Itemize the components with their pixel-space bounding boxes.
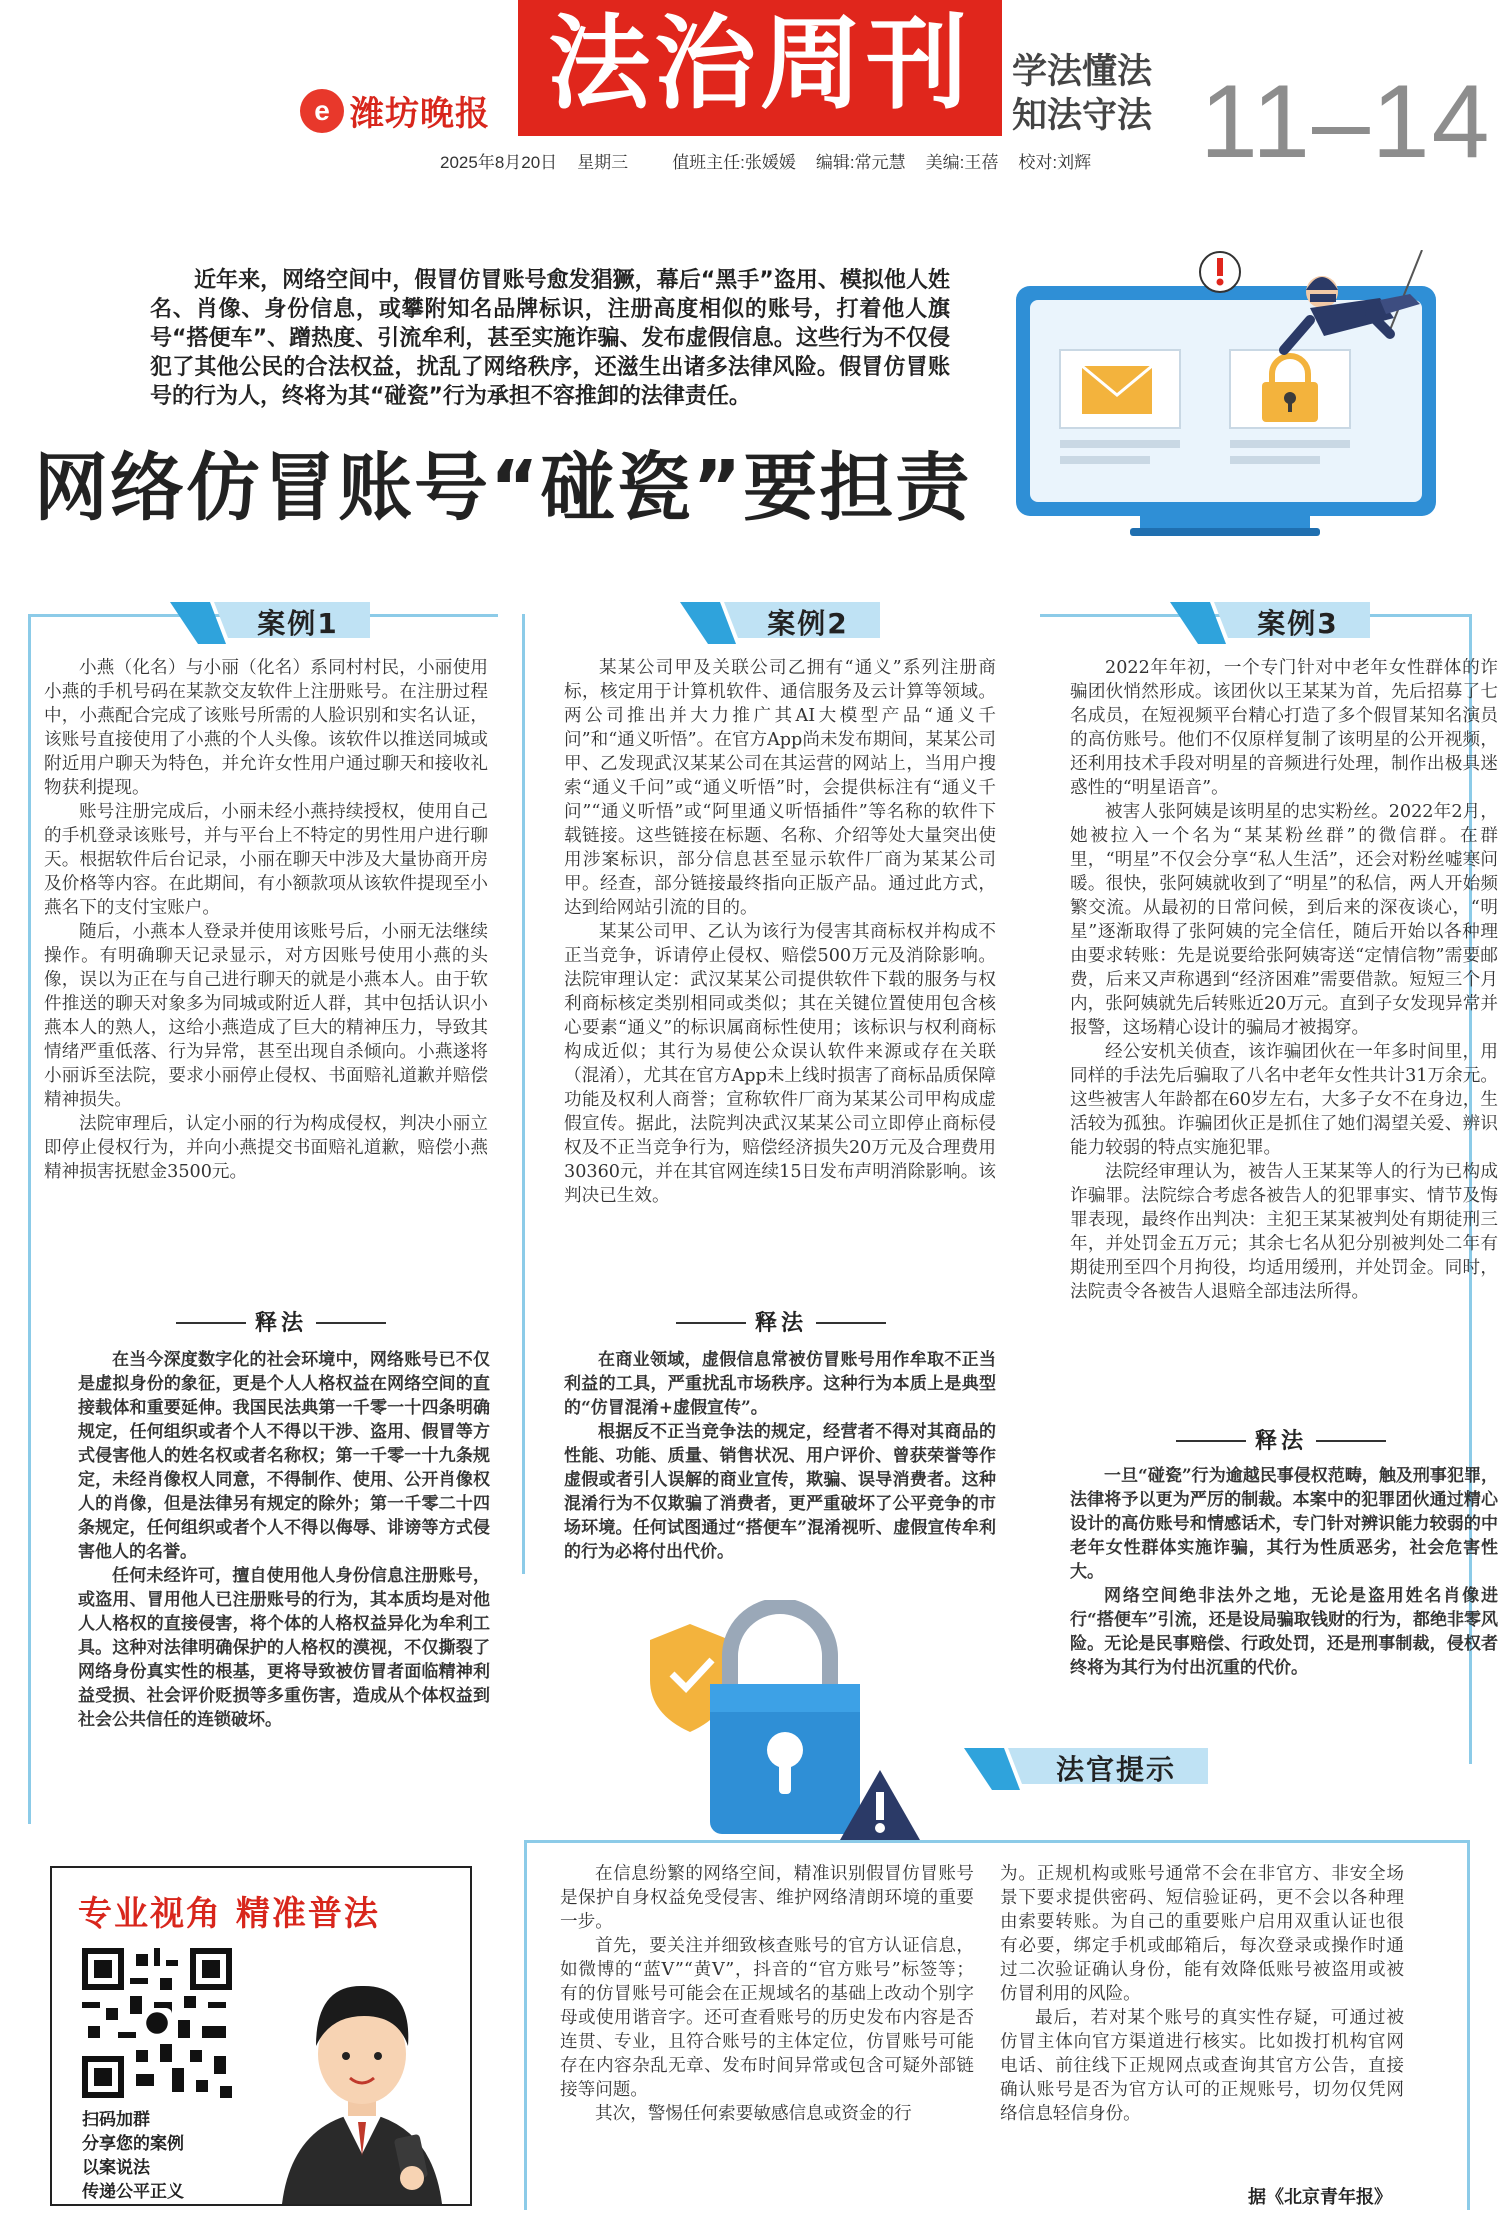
case1-paragraph: 账号注册完成后，小丽未经小燕持续授权，使用自己的手机登录该账号，并与平台上不特定的男性用户进行聊天。根据软件后台记录，小丽在聊天中涉及大量协商开房及价格等内容。在此期间，有小额款项从该软件提现至小燕名下的支付宝账户。: [44, 802, 488, 918]
case3-shiyi-title: 释法: [1254, 1429, 1307, 1454]
tips-right-column: [1000, 1862, 1404, 2126]
brand-name: 潍坊晚报: [350, 95, 490, 133]
case3-shiyi-paragraph: 一旦“碰瓷”行为逾越民事侵权范畴，触及刑事犯罪，法律将予以更为严厉的制裁。本案中的犯罪团伙通过精心设计的高仿账号和情感话术，专门针对辨识能力较弱的中老年女性群体实施诈骗，其行为性质恶劣，社会危害性大。: [1070, 1466, 1498, 1582]
padlock-icon: [1230, 350, 1350, 464]
case2-label: 案例2: [767, 607, 849, 640]
editor: 编辑:常元慧: [815, 153, 906, 172]
tips-header: [964, 1742, 1208, 1790]
padlock-icon: [710, 1606, 860, 1834]
source-credit: 据《北京青年报》: [1248, 2187, 1392, 2208]
proofreader: 校对:刘辉: [1018, 153, 1092, 172]
case1-paragraph: 随后，小燕本人登录并使用该账号后，小丽无法继续操作。有明确聊天记录显示，对方因账号使用小燕的头像，误以为正在与自己进行聊天的就是小燕本人。由于软件推送的聊天对象多为同城或附近人群，其中包括认识小燕本人的熟人，这给小燕造成了巨大的精神压力，导致其情绪严重低落、行为异常，甚至出现自杀倾向。小燕遂将小丽诉至法院，要求小丽停止侵权、书面赔礼道歉并赔偿精神损失。: [44, 922, 488, 1110]
title-block: [518, 0, 1002, 136]
case3-paragraph: 被害人张阿姨是该明星的忠实粉丝。2022年2月，她被拉入一个名为“某某粉丝群”的微信群。在群里，“明星”不仅会分享“私人生活”，还会对粉丝嘘寒问暖。很快，张阿姨就收到了“明星”的私信，两人开始频繁交流。从最初的日常问候，到后来的深夜谈心，“明星”逐渐取得了张阿姨的完全信任，随后开始以各种理由要求转账：先是说要给张阿姨寄送“定情信物”需要邮费，后来又声称遇到“经济困难”需要借款。短短三个月内，张阿姨就先后转账近20万元。直到子女发现异常并报警，这场精心设计的骗局才被揭穿。: [1070, 802, 1498, 1038]
case2-shiyi-rule-right: [816, 1322, 886, 1324]
masthead: [0, 0, 1500, 190]
tips-label: 法官提示: [1055, 1753, 1176, 1786]
brand-logo-icon: e: [300, 89, 344, 133]
case2-frame: [522, 614, 525, 1574]
edition-info: [440, 148, 1200, 176]
tips-paragraph: 在信息纷繁的网络空间，精准识别假冒仿冒账号是保护自身权益免受侵害、维护网络清朗环境的重要一步。: [560, 1864, 974, 1932]
case1-shiyi-paragraph: 任何未经许可，擅自使用他人身份信息注册账号，或盗用、冒用他人已注册账号的行为，其本质均是对他人人格权的直接侵害，将个体的人格权益异化为牟利工具。这种对法律明确保护的人格权的漠视，不仅撕裂了网络身份真实性的根基，更将导致被仿冒者面临精神利益受损、社会评价贬损等多重伤害，造成从个体权益到社会公共信任的连锁破坏。: [78, 1566, 490, 1730]
issue-weekday: 星期三: [577, 153, 629, 172]
case3-header: [1170, 596, 1370, 644]
case2-shiyi-paragraph: 在商业领域，虚假信息常被仿冒账号用作牟取不正当利益的工具，严重扰乱市场秩序。这种行为本质上是典型的“仿冒混淆+虚假宣传”。: [564, 1350, 996, 1418]
case3-body: [1070, 656, 1498, 1304]
case1-paragraph: 小燕（化名）与小丽（化名）系同村村民，小丽使用小燕的手机号码在某款交友软件上注册账号。在注册过程中，小燕配合完成了该账号所需的人脸识别和实名认证，该账号直接使用了小燕的个人头像。该软件以推送同城或附近用户聊天为特色，并允许女性用户通过聊天和接收礼物获利提现。: [44, 658, 488, 798]
qr-code-icon[interactable]: [82, 1948, 232, 2098]
case1-shiyi-body: [78, 1348, 490, 1732]
case1-shiyi-title: 释法: [254, 1311, 307, 1336]
page-range: 11–14: [1200, 64, 1492, 180]
warning-icon: [1200, 252, 1240, 292]
editor-on-duty: 值班主任:张媛媛: [672, 153, 796, 172]
tips-paragraph: 最后，若对某个账号的真实性存疑，可通过被仿冒主体向官方渠道进行核实。比如拨打机构官网电话、前往线下正规网点或查询其官方公告，直接确认账号是否为官方认可的正规账号，切勿仅凭网络信息轻信身份。: [1000, 2008, 1404, 2124]
case3-shiyi-paragraph: 网络空间绝非法外之地，无论是盗用姓名肖像进行“搭便车”引流，还是设局骗取钱财的行为，都绝非零风险。无论是民事赔偿、行政处罚，还是刑事制裁，侵权者终将为其行为付出沉重的代价。: [1070, 1586, 1498, 1678]
case2-shiyi-paragraph: 根据反不正当竞争法的规定，经营者不得对其商品的性能、功能、质量、销售状况、用户评价、曾获荣誉等作虚假或者引人误解的商业宣传，欺骗、误导消费者。这种混淆行为不仅欺骗了消费者，更严重破坏了公平竞争的市场环境。任何试图通过“搭便车”混淆视听、虚假宣传牟利的行为必将付出代价。: [564, 1422, 996, 1562]
case1-shiyi-rule-left: [176, 1322, 246, 1324]
promo-lines: [82, 2108, 184, 2204]
intro-paragraph: 近年来，网络空间中，假冒仿冒账号愈发猖獗，幕后“黑手”盗用、模拟他人姓名、肖像、身份信息，或攀附知名品牌标识，注册高度相似的账号，打着他人旗号“搭便车”、蹭热度、引流牟利，甚至实施诈骗、发布虚假信息。这些行为不仅侵犯了其他公民的合法权益，扰乱了网络秩序，还滋生出诸多法律风险。假冒仿冒账号的行为人，终将为其“碰瓷”行为承担不容推卸的法律责任。: [150, 268, 950, 409]
security-illustration: [630, 1600, 960, 1850]
promo-title: 专业视角 精准普法: [78, 1894, 380, 1934]
tips-left-column: [560, 1862, 974, 2126]
promo-line: 分享您的案例: [82, 2134, 184, 2154]
case3-paragraph: 法院经审理认为，被告人王某某等人的行为已构成诈骗罪。法院综合考虑各被告人的犯罪事实、情节及悔罪表现，最终作出判决：主犯王某某被判处有期徒刑三年，并处罚金五万元；其余七名从犯分别被判处二年有期徒刑至四个月拘役，均适用缓刑，并处罚金。同时，法院责令各被告人退赔全部违法所得。: [1070, 1162, 1498, 1302]
promo-line: 扫码加群: [82, 2110, 150, 2130]
case2-header: [680, 596, 880, 644]
tips-paragraph: 其次，警惕任何索要敏感信息或资金的行: [595, 2104, 912, 2124]
promo-line: 传递公平正义: [82, 2182, 184, 2202]
case2-shiyi-title: 释法: [754, 1311, 807, 1336]
case3-shiyi-rule-right: [1316, 1440, 1386, 1442]
mail-icon: [1060, 350, 1180, 464]
case3-paragraph: 经公安机关侦查，该诈骗团伙在一年多时间里，用同样的手法先后骗取了八名中老年女性共计31万余元。这些被害人年龄都在60岁左右，大多子女不在身边，生活较为孤独。诈骗团伙正是抓住了她们渴望关爱、辨识能力较弱的特点实施犯罪。: [1070, 1042, 1498, 1158]
case1-header: [170, 596, 370, 644]
case2-paragraph: 某某公司甲及关联公司乙拥有“通义”系列注册商标，核定用于计算机软件、通信服务及云计算等领域。两公司推出并大力推广其AI大模型产品“通义千问”和“通义听悟”。在官方App尚未发布期间，某某公司甲、乙发现武汉某某公司在其运营的网站上，当用户搜索“通义千问”或“通义听悟”时，会提供标注有“通义千问”“通义听悟”或“阿里通义听悟插件”等名称的软件下载链接。这些链接在标题、名称、介绍等处大量突出使用涉案标识，部分信息甚至显示软件厂商为某某公司甲。经查，部分链接最终指向正版产品。通过此方式，达到给网站引流的目的。: [564, 658, 996, 918]
brand-logo: [300, 86, 490, 135]
slogan: [1012, 50, 1172, 138]
case1-body: [44, 656, 488, 1184]
slogan-line-2: 知法守法: [1012, 96, 1153, 136]
tips-paragraph: 为。正规机构或账号通常不会在非官方、非安全场景下要求提供密码、短信验证码，更不会以各种理由索要转账。为自己的重要账户启用双重认证也很有必要，绑定手机或邮箱后，每次登录或操作时通过二次验证确认身份，能有效降低账号被盗用或被仿冒利用的风险。: [1000, 1864, 1404, 2004]
headline: 网络仿冒账号“碰瓷”要担责: [34, 445, 972, 531]
promo-box: [50, 1866, 472, 2206]
case2-body: [564, 656, 996, 1208]
case1-shiyi-rule-right: [316, 1322, 386, 1324]
case1-paragraph: 法院审理后，认定小丽的行为构成侵权，判决小丽立即停止侵权行为，并向小燕提交书面赔礼道歉，赔偿小燕精神损害抚慰金3500元。: [44, 1114, 488, 1182]
slogan-line-1: 学法懂法: [1012, 52, 1153, 92]
promo-line: 以案说法: [82, 2158, 150, 2178]
case3-paragraph: 2022年年初，一个专门针对中老年女性群体的诈骗团伙悄然形成。该团伙以王某某为首，先后招募了七名成员，在短视频平台精心打造了多个假冒某知名演员的高仿账号。他们不仅原样复制了该明星的公开视频，还利用技术手段对明星的音频进行处理，制作出极具迷惑性的“明星语音”。: [1070, 658, 1498, 798]
tips-paragraph: 首先，要关注并细致核查账号的官方认证信息，如微博的“蓝V”“黄V”，抖音的“官方账号”标签等；有的仿冒账号可能会在正规域名的基础上改动个别字母或使用谐音字。还可查看账号的历史发布内容是否连贯、专业，且符合账号的主体定位，仿冒账号可能存在内容杂乱无章、发布时间异常或包含可疑外部链接等问题。: [560, 1936, 974, 2100]
case3-shiyi-body: [1070, 1464, 1498, 1680]
case3-shiyi-rule-left: [1176, 1440, 1246, 1442]
art-editor: 美编:王蓓: [925, 153, 999, 172]
case2-paragraph: 某某公司甲、乙认为该行为侵害其商标权并构成不正当竞争，诉请停止侵权、赔偿500万元及消除影响。法院审理认定：武汉某某公司提供软件下载的服务与权利商标核定类别相同或类似；其在关键位置使用包含核心要素“通义”的标识属商标性使用；该标识与权利商标构成近似；其行为易使公众误认软件来源或存在关联（混淆），尤其在官方App未上线时损害了商标品质保障功能及权利人商誉；宣称软件厂商为某某公司甲构成虚假宣传。据此，法院判决武汉某某公司立即停止商标侵权及不正当竞争行为，赔偿经济损失20万元及合理费用30360元，并在其官网连续15日发布声明消除影响。该判决已生效。: [564, 922, 996, 1206]
case1-shiyi-paragraph: 在当今深度数字化的社会环境中，网络账号已不仅是虚拟身份的象征，更是个人人格权益在网络空间的直接载体和重要延伸。我国民法典第一千零一十四条明确规定，任何组织或者个人不得以干涉、盗用、假冒等方式侵害他人的姓名权或者名称权；第一千零一十九条规定，未经肖像权人同意，不得制作、使用、公开肖像权人的肖像，但是法律另有规定的除外；第一千零二十四条规定，任何组织或者个人不得以侮辱、诽谤等方式侵害他人的名誉。: [78, 1350, 490, 1562]
hero-illustration: [1010, 250, 1470, 560]
case2-shiyi-body: [564, 1348, 996, 1564]
page-title: 法治周刊: [548, 5, 972, 124]
case1-label: 案例1: [257, 607, 339, 640]
case2-shiyi-rule-left: [676, 1322, 746, 1324]
lawyer-illustration: [262, 1946, 462, 2204]
issue-date: 2025年8月20日: [440, 153, 558, 172]
case3-label: 案例3: [1257, 607, 1339, 640]
